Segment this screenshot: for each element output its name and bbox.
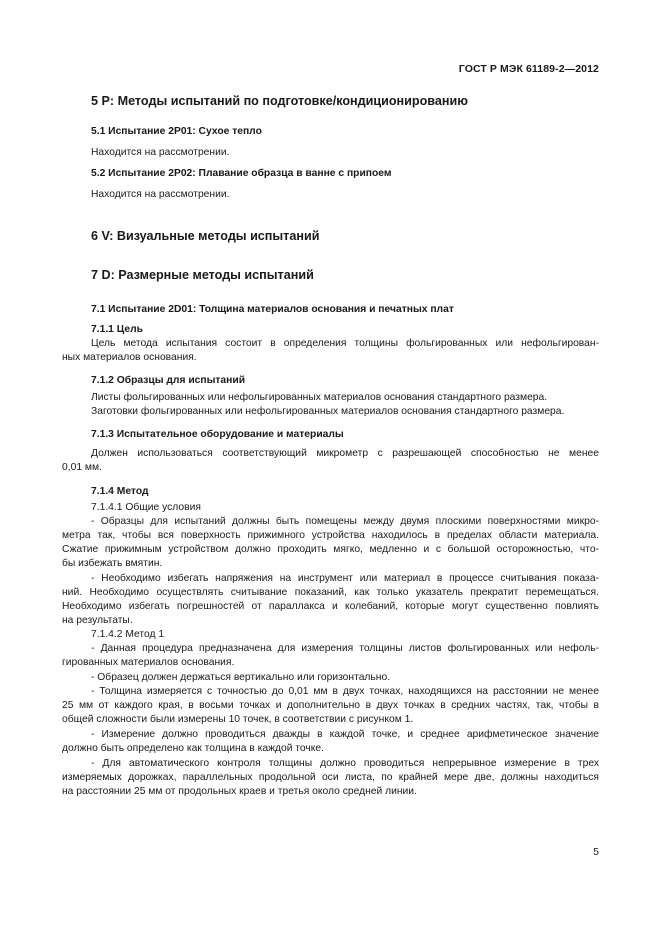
page-number: 5	[593, 846, 599, 858]
method-paragraph-line: - Необходимо избегать напряжения на инструмент или материал в процессе считывания показа-	[91, 573, 599, 584]
section-7-1-3-heading: 7.1.3 Испытательное оборудование и материалы	[91, 429, 344, 440]
method-paragraph-line: общей сложности были измерены 10 точек, в соответствии с рисунком 1.	[62, 714, 414, 725]
section-5-1-text: Находится на рассмотрении.	[91, 147, 230, 158]
method-paragraph-line: измеряемых дорожках, параллельных продольной оси листа, по крайней мере две, должны находиться	[62, 772, 599, 783]
section-5-2-text: Находится на рассмотрении.	[91, 189, 230, 200]
section-7-1-4-2-heading: 7.1.4.2 Метод 1	[91, 629, 165, 640]
method-paragraph-line: бы избежать вмятин.	[62, 558, 163, 569]
method-paragraph-line: на результаты.	[62, 615, 133, 626]
section-7-1-2-text-line: Заготовки фольгированных или нефольгированных материалов основания стандартного размера.	[91, 406, 565, 417]
method-paragraph-line: 25 мм от каждого края, в восьми точках и дополнительно в двух точках в средних частях, так, чтобы в	[62, 700, 599, 711]
section-7-1-4-1-heading: 7.1.4.1 Общие условия	[91, 502, 201, 513]
section-7-1-3-text-line: 0,01 мм.	[62, 462, 102, 473]
section-7-1-1-text-line: Цель метода испытания состоит в определения толщины фольгированных или нефольгирован-	[91, 338, 599, 349]
method-paragraph-line: метра так, чтобы вся поверхность прижимного устройства находилось в пределах области материала.	[62, 530, 599, 541]
section-5-heading: 5 P: Методы испытаний по подготовке/кондиционированию	[91, 94, 468, 108]
method-paragraph-line: ний. Необходимо осуществлять считывание показаний, как только указатель прекратит перемещаться.	[62, 587, 599, 598]
section-5-2-heading: 5.2 Испытание 2P02: Плавание образца в ванне с припоем	[91, 168, 392, 179]
section-7-1-2-heading: 7.1.2 Образцы для испытаний	[91, 375, 246, 386]
method-paragraph-line: на расстоянии 25 мм от продольных краев и третья около средней линии.	[62, 786, 417, 797]
section-7-1-4-heading: 7.1.4 Метод	[91, 486, 149, 497]
section-7-heading: 7 D: Размерные методы испытаний	[91, 268, 314, 282]
section-5-1-heading: 5.1 Испытание 2P01: Сухое тепло	[91, 126, 262, 137]
method-paragraph-line: - Данная процедура предназначена для измерения толщины листов фольгированных или нефоль-	[91, 643, 599, 654]
section-6-heading: 6 V: Визуальные методы испытаний	[91, 229, 320, 243]
method-paragraph-line: Сжатие прижимным устройством должно проходить мягко, медленно и с большой осторожностью, что-	[62, 544, 599, 555]
method-paragraph-line: Необходимо избегать погрешностей от параллакса и колебаний, которые могут существенно повлиять	[62, 601, 599, 612]
method-paragraph-line: - Образцы для испытаний должны быть помещены между двумя плоскими поверхностями микро-	[91, 516, 599, 527]
method-paragraph-line: - Для автоматического контроля толщины должно проводиться непрерывное измерение в трех	[91, 758, 599, 769]
section-7-1-3-text-line: Должен использоваться соответствующий микрометр с разрешающей способностью не менее	[91, 448, 599, 459]
method-paragraph-line: - Измерение должно проводиться дважды в каждой точке, и среднее арифметическое значение	[91, 729, 599, 740]
section-7-1-2-text-line: Листы фольгированных или нефольгированных материалов основания стандартного размера.	[91, 392, 548, 403]
document-header-id: ГОСТ Р МЭК 61189-2—2012	[458, 63, 599, 75]
method-paragraph-line: - Образец должен держаться вертикально или горизонтально.	[91, 672, 391, 683]
method-paragraph-line: должно быть определено как толщина в каждой точке.	[62, 743, 324, 754]
method-paragraph-line: гированных материалов основания.	[62, 657, 235, 668]
method-paragraph-line: - Толщина измеряется с точностью до 0,01 мм в двух точках, находящихся на расстоянии не менее	[91, 686, 599, 697]
section-7-1-1-heading: 7.1.1 Цель	[91, 324, 144, 335]
section-7-1-heading: 7.1 Испытание 2D01: Толщина материалов основания и печатных плат	[91, 304, 454, 315]
section-7-1-1-text-line: ных материалов основания.	[62, 352, 197, 363]
